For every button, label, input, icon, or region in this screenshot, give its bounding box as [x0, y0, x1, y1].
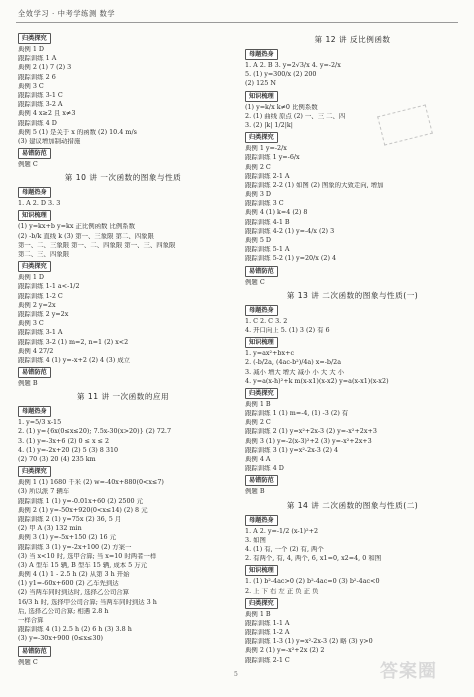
answer-line: 1. (1) b²-4ac>0 (2) b²-4ac=0 (3) b²-4ac<0 [245, 578, 380, 586]
answer-line: (2) 甲 A (3) 132 min [18, 525, 82, 533]
answer-line: 3. 减小 增大 增大 减小 小 大 大 小 [245, 368, 345, 376]
left-column [18, 32, 228, 668]
section-tag: 归类探究 [18, 261, 51, 272]
answer-line: (2) 125 N [245, 80, 276, 88]
answer-line: 1. y=ax²+bx+c [245, 350, 295, 358]
section-tag: 归类探究 [245, 132, 278, 143]
answer-line: 跟踪训练 1-1 A [245, 619, 290, 627]
answer-line: 例题 B [245, 488, 265, 496]
answer-line: (3) 所以派 7 辆车 [18, 488, 70, 496]
answer-line: 2. 有两个, 有, 4, 两个, 6, x1=0, x2=4, 0 和图 [245, 555, 382, 563]
answer-line: 1. A 2. D 3. 3 [18, 200, 61, 208]
answer-line: 跟踪训练 1-1 a<-1/2 [18, 283, 80, 291]
answer-line: 例题 B [18, 380, 38, 388]
answer-line: 5. (1) y=300/x (2) 200 [245, 71, 317, 79]
answer-line: 跟踪训练 3-1 C [18, 91, 63, 99]
answer-line: (2) -b/k 直线 k (3) 第一、三象限 第二、四象限 [18, 232, 154, 240]
section-tag: 母题热身 [245, 49, 278, 60]
answer-line: 跟踪训练 3-1 A [18, 329, 63, 337]
answer-line: (3) 建议增加制动措施 [18, 137, 81, 145]
answer-line: 1. A 2. B 3. y=2√3/x 4. y=-2/x [245, 62, 341, 69]
answer-line: 典例 2 C [245, 419, 271, 427]
answer-line: 跟踪训练 4 (1) y=-x+2 (2) 4 (3) 成立 [18, 356, 131, 364]
lesson-title: 第 11 讲 一次函数的应用 [76, 392, 170, 402]
section-tag: 易错防范 [245, 475, 278, 486]
answer-line: 典例 1 B [245, 400, 271, 408]
answer-line: 跟踪训练 3 (1) y=-2x+100 (2) 方案一 [18, 543, 132, 551]
answer-line: (1) y=kx+b y=kx 正比例函数 比例系数 [18, 223, 136, 231]
answer-line: 典例 2 (1) y=-50x+920(0<x≤14) (2) 8 元 [18, 506, 148, 514]
answer-line: 跟踪训练 1-2 A [245, 629, 290, 637]
answer-line: 典例 1 D [18, 46, 45, 53]
lesson-title: 第 10 讲 一次函数的图象与性质 [64, 173, 182, 183]
answer-line: 跟踪训练 1 A [18, 55, 57, 63]
section-tag: 母题热身 [245, 305, 278, 316]
header-title: 全效学习 · 中考学练测 数学 [18, 9, 116, 18]
section-tag: 归类探究 [245, 388, 278, 399]
answer-line: 跟踪训练 2-1 A [245, 172, 290, 180]
answer-line: 3. (1) y=-3x+6 (2) 0 ≤ x ≤ 2 [18, 437, 110, 445]
section-tag: 母题热身 [18, 187, 51, 198]
answer-line: 跟踪训练 1 (1) m=-4, (1) -3 (2) 有 [245, 410, 349, 418]
answer-line: (3) 当 x<10 时, 选甲合算; 当 x=10 时两者一样 [18, 552, 157, 560]
answer-line: 跟踪训练 3 (1) y=x²-2x-3 (2) 4 [245, 446, 339, 454]
answer-line: 跟踪训练 4-2 (1) y=-4/x (2) 3 [245, 227, 335, 235]
answer-line: 4. (1) 有, 一个 (2) 有, 两个 [245, 545, 324, 553]
lesson-title: 第 14 讲 二次函数的图象与性质(二) [286, 500, 419, 510]
answer-line: 跟踪训练 4 D [245, 465, 284, 473]
answer-line: 典例 4 (1) k=4 (2) 8 [245, 209, 308, 217]
section-tag: 归类探究 [18, 33, 51, 44]
answer-line: (2) 70 (3) 20 (4) 235 km [18, 456, 96, 463]
section-tag: 母题热身 [245, 515, 278, 526]
answer-line: 跟踪训练 5-2 (1) y=20/x (2) 4 [245, 255, 337, 263]
answer-line: (1) y1=-60x+600 (2) 乙车先到达 [18, 580, 119, 588]
answer-line: 跟踪训练 1 y=-6/x [245, 154, 300, 162]
answer-line: 典例 4 27/2 [18, 347, 54, 355]
answer-line: 典例 4 x≥2 且 x≠3 [18, 110, 76, 118]
section-tag: 知识梳理 [245, 337, 278, 348]
answer-line: 典例 3 D [245, 191, 272, 199]
section-tag: 母题热身 [18, 406, 51, 417]
answer-line: 典例 4 A [245, 456, 271, 463]
lesson-title: 第 13 讲 二次函数的图象与性质(一) [286, 290, 419, 300]
page-number: 5 [234, 671, 238, 678]
answer-line: 后, 选择乙公司合算; 相遇 2.8 h [18, 607, 109, 615]
answer-line: 1. A 2. y=-1/2 (x-1)²+2 [245, 527, 319, 535]
section-tag: 知识梳理 [18, 210, 51, 221]
answer-line: 典例 5 (1) 是关于 x 的函数 (2) 10.4 m/s [18, 128, 137, 136]
answer-line: 典例 1 B [245, 610, 271, 618]
answer-line: 跟踪训练 3 C [245, 200, 284, 208]
answer-line: 典例 1 D [18, 274, 45, 282]
answer-line: 典例 2 C [245, 163, 271, 171]
answer-line: 2. (-b/2a, (4ac-b²)/4a) x=-b/2a [245, 359, 342, 367]
answer-line: 1. C 2. C 3. 2 [245, 317, 288, 325]
answer-line: 跟踪训练 2 y=2x [18, 310, 69, 318]
answer-line: 跟踪训练 4 (1) 2.5 h (2) 6 h (3) 3.8 h [18, 626, 132, 634]
answer-line: 跟踪训练 4 D [18, 119, 57, 127]
answer-line: 16/3 h 时, 选择甲公司合算; 当两车同时到达 3 h [18, 598, 157, 606]
section-tag: 易错防范 [18, 646, 51, 657]
answer-line: 3. 如图 [245, 536, 266, 544]
answer-line: 典例 4 (1) 1 - 2.5 h (2) 从第 3 h 开始 [18, 571, 130, 579]
answer-line: 跟踪训练 1 (1) y=-0.01x+60 (2) 2500 元 [18, 497, 144, 505]
answer-line: 典例 1 y=-2/x [245, 145, 287, 153]
answer-line: 典例 5 D [245, 237, 272, 244]
lesson-title: 第 12 讲 反比例函数 [314, 35, 391, 44]
answer-line: 4. (1) y=-2x+20 (2) 5 (3) 8 310 [18, 446, 119, 454]
answer-line: 典例 2 (1) 7 (2) 3 [18, 64, 72, 72]
answer-line: 典例 3 C [18, 320, 44, 328]
page-header [16, 8, 458, 23]
answer-line: (3) A 型车 15 辆, B 型车 15 辆, 成本 5 万元 [18, 561, 148, 569]
answer-line: 跟踪训练 3-2 (1) m=2, n=1 (2) x<2 [18, 338, 129, 346]
section-tag: 易错防范 [18, 367, 51, 378]
answer-line: (1) y=k/x k≠0 比例系数 [245, 103, 318, 111]
answer-line: 1. y=5/3 x-15 [18, 419, 62, 427]
answer-line: 4. y=a(x-h)²+k m(x-x1)(x-x2) y=a(x-x1)(x-x2) [245, 377, 389, 385]
answer-line: 典例 2 (1) y=-x²+2x (2) 2 [245, 647, 325, 655]
answer-line: 跟踪训练 2 (1) y=x²+2x-3 (2) y=-x²+2x+3 [245, 428, 377, 436]
answer-line: 3. (2) |k| 1/2|k| [245, 121, 293, 129]
answer-line: 例题 C [18, 658, 38, 666]
answer-line: 第二、三、四象限 [18, 251, 70, 258]
answer-line: 典例 3 C [18, 82, 44, 90]
answer-line: 一样合算 [18, 617, 44, 624]
section-tag: 易错防范 [18, 148, 51, 159]
answer-line: 例题 C [245, 278, 265, 286]
section-tag: 知识梳理 [245, 91, 278, 102]
watermark-logo: 答案圈 [380, 661, 437, 682]
answer-line: (2) 当两车同时到达时, 选择乙公司合算 [18, 589, 130, 597]
answer-line: 跟踪训练 3-2 A [18, 101, 63, 109]
answer-line: 跟踪训练 1-3 (1) y=x²-2x-3 (2) 略 (3) y>0 [245, 638, 373, 646]
section-tag: 归类探究 [245, 598, 278, 609]
answer-line: 典例 3 (1) y=-5x+150 (2) 16 元 [18, 534, 117, 542]
answer-line: 跟踪训练 2 6 [18, 73, 56, 81]
section-tag: 易错防范 [245, 266, 278, 277]
section-tag: 知识梳理 [245, 565, 278, 576]
answer-line: 跟踪训练 5-1 A [245, 246, 290, 254]
answer-line: 2. 上 下 右 左 正 负 正 负 [245, 587, 319, 595]
answer-line: (3) y=-30x+900 (0≤x≤30) [18, 635, 104, 643]
answer-line: 2. (1) y={6x(0≤x≤20); 7.5x-30(x>20)} (2) 72.7 [18, 428, 172, 436]
answer-line: 4. 开口向上 5. (1) 3 (2) 有 6 [245, 326, 330, 334]
answer-line: 典例 2 y=2x [18, 301, 56, 309]
answer-line: 跟踪训练 4-1 B [245, 218, 290, 226]
answer-line: 跟踪训练 1-2 C [18, 292, 63, 300]
answer-line: 典例 3 (1) y=-2(x-3)²+2 (3) y=-x²+2x+3 [245, 437, 372, 445]
answer-line: 例题 C [18, 161, 38, 169]
answer-line: 跟踪训练 2-1 C [245, 656, 290, 664]
answer-line: 2. (1) 曲线 原点 (2) 一、三 二、四 [245, 112, 346, 120]
answer-line: 第一、二、三象限 第一、二、四象限 第一、三、四象限 [18, 241, 176, 249]
section-tag: 归类探究 [18, 466, 51, 477]
answer-line: 跟踪训练 2-2 (1) 如图 (2) 图象的大致走向, 增加 [245, 181, 384, 189]
answer-line: 典例 1 (1) 1680 千米 (2) w=-40x+880(0<x≤7) [18, 479, 164, 487]
answer-line: 跟踪训练 2 (1) y=75x (2) 36, 5 月 [18, 515, 122, 523]
